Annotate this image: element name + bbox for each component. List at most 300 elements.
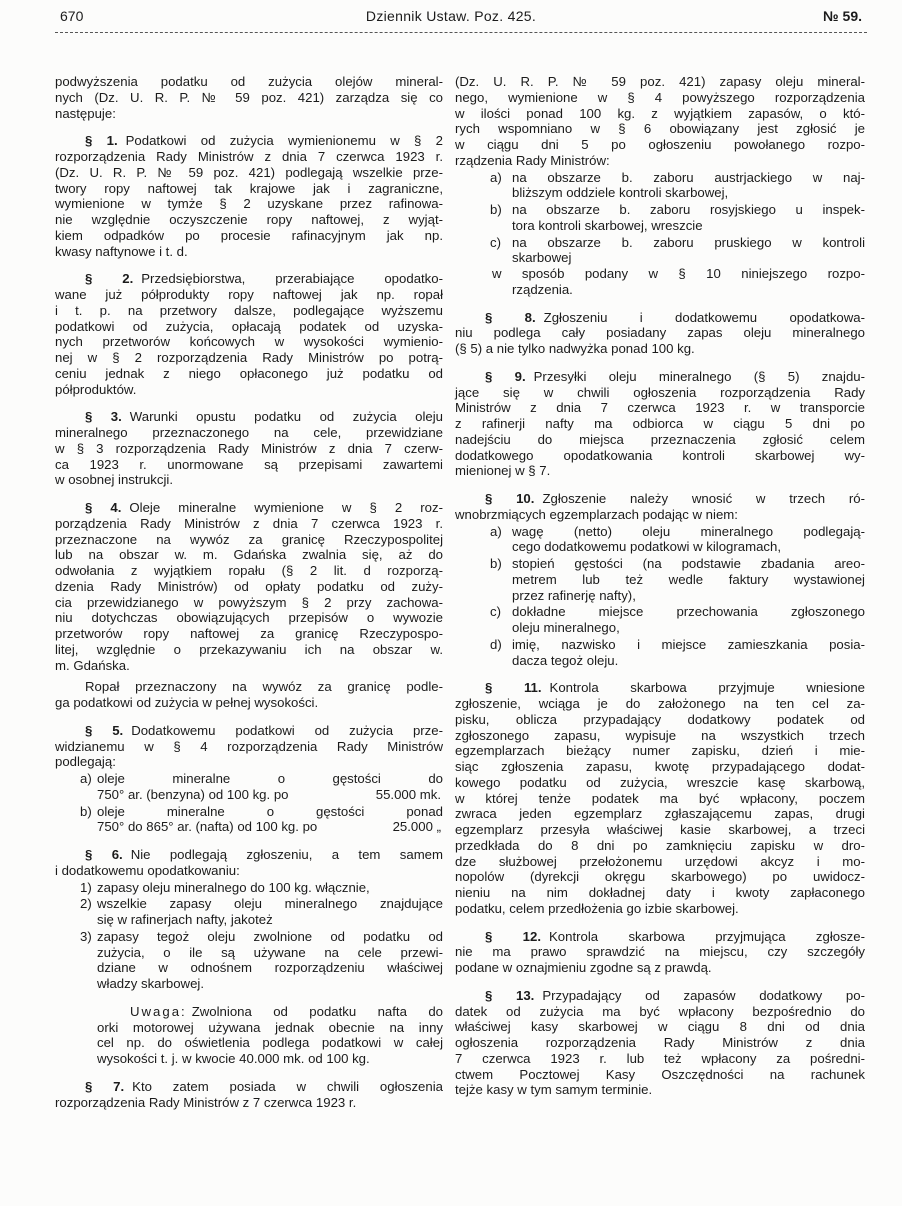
line-text: (§ 5) a nie tylko nadwyżka ponad 100 kg. <box>455 341 695 356</box>
line-text: na obszarze b. zaboru austrjackiego w naj- <box>512 169 865 185</box>
text-line <box>455 369 865 385</box>
section-paragraph <box>55 1079 443 1111</box>
line-text: (Dz. U. R. P. № 59 poz. 421) podlegają wszelkie prze- <box>55 164 443 180</box>
paragraph <box>455 266 865 298</box>
line-text: podatku, celem przedłożenia go izbie skarbowej. <box>455 900 739 916</box>
section-paragraph <box>55 133 443 259</box>
list-item <box>55 929 443 992</box>
text-line <box>97 929 443 945</box>
text-line <box>455 988 865 1004</box>
text-line <box>455 838 865 854</box>
list-item <box>455 637 865 669</box>
line-text: imię, nazwisko i miejsce zamieszkania posia- <box>512 636 865 652</box>
text-line <box>455 400 865 416</box>
line-text: kowego podatku od zużycia, wreszcie kasę skarbową, <box>455 774 865 790</box>
section-number: § 2. <box>85 271 134 287</box>
line-text: rozporządzenia Rady Ministrów z dnia 7 czerwca 1923 r. <box>55 149 443 164</box>
line-text: nieniu na nim dokładnej daty i kwoty zapłaconego <box>455 885 865 900</box>
line-text: lub na obszar w. m. Gdańska zwalnia się, aż do <box>55 547 443 563</box>
header-divider <box>55 32 867 33</box>
text-line <box>455 121 865 137</box>
line-text: w osobnej instrukcji. <box>55 472 174 488</box>
line-text: cel np. do oświetlenia podlega podatkowi w całej <box>97 1035 443 1051</box>
line-text: nego, wymienione w § 4 powyższego rozporządzenia <box>455 89 865 105</box>
line-text: porządzenia Rady Ministrów z dnia 7 czerwca 1923 r. <box>55 515 443 531</box>
line-text: nych (Dz. U. R. P. № 59 poz. 421) zarządza się co <box>55 89 443 105</box>
line-text: i t. p. na przetwory dalsze, podlegające wyższemu <box>55 302 443 318</box>
text-line <box>455 507 865 523</box>
line-text: i dodatkowemu opodatkowaniu: <box>55 862 240 878</box>
line-text: kiem odpadków po procesie rafinacyjnym jak np. <box>55 227 443 243</box>
line-text: ogłoszenia rozporządzenia Rady Ministrów z dnia <box>455 1035 865 1050</box>
text-line <box>455 448 865 464</box>
line-text: ctwem Pocztowej Kasy Oszczędności na rachunek <box>455 1066 865 1082</box>
text-line <box>97 804 443 820</box>
text-line <box>55 547 443 563</box>
left-column <box>55 74 443 1110</box>
text-line <box>492 266 865 282</box>
text-line: 750° do 865° ar. (nafta) od 100 kg. po <box>97 819 318 835</box>
line-text: podwyższenia podatku od zużycia olejów mineral- <box>55 74 443 89</box>
text-line <box>55 739 443 755</box>
line-text: twory ropy naftowej tak krajowe jak i zagraniczne, <box>55 180 443 196</box>
rate-value: 25.000 „ <box>392 819 441 835</box>
text-line <box>455 901 865 917</box>
line-text: orki motorowej używana jednak obecnie na inny <box>97 1019 443 1035</box>
line-text: wane już półprodukty ropy naftowej jak np. ropał <box>55 287 443 302</box>
section-number: § 6. <box>85 847 123 862</box>
line-text: datek od zużycia ma być wpłacony bezpośrednio do <box>455 1003 865 1019</box>
line-text: w § 3 rozporządzenia Rady Ministrów z dnia 7 czerw- <box>55 440 443 456</box>
page-number: 670 <box>60 8 84 24</box>
text-line <box>455 463 865 479</box>
line-text: bliższym oddziele kontroli skarbowej, <box>512 185 729 201</box>
text-line <box>55 500 443 516</box>
text-line <box>55 244 443 260</box>
line-text: Ropał przeznaczony na wywóz za granicę podle- <box>85 679 443 695</box>
line-text: przedkłada do 8 dni po zamknięciu zapisku w dro- <box>455 837 865 853</box>
line-text: zgłoszenie, wciąga je do założonego na ten cel za- <box>455 696 865 711</box>
text-line <box>455 712 865 728</box>
text-line <box>97 945 443 961</box>
line-text: odwołania z wyjątkiem ropału (§ 2 lit. d rozporzą- <box>55 563 443 578</box>
line-text: ga podatkowi od zużycia w pełnej wysokości. <box>55 695 319 710</box>
text-line <box>512 202 865 218</box>
text-line <box>97 1035 443 1051</box>
list-item <box>455 524 865 556</box>
line-text: wszelkie zapasy oleju mineralnego znajdujące <box>97 896 443 912</box>
text-line <box>55 679 443 695</box>
text-line <box>512 588 865 604</box>
list-item <box>455 556 865 603</box>
line-text: Przypadający od zapasów dodatkowy po- <box>542 987 865 1003</box>
paragraph <box>455 74 865 169</box>
line-text: Ministrów z dnia 7 czerwca 1923 r. w transporcie <box>455 400 865 416</box>
text-line <box>55 303 443 319</box>
text-line <box>55 409 443 425</box>
section-paragraph <box>55 723 443 770</box>
section-number: § 3. <box>85 409 122 425</box>
text-line <box>55 1079 443 1095</box>
list-label: b) <box>490 556 502 571</box>
text-line <box>55 642 443 658</box>
line-text: Zgłoszeniu i dodatkowemu opodatkowa- <box>543 309 865 325</box>
line-text: przez rafinerję nafty), <box>512 587 636 603</box>
line-text: niu dotychczas obowiązujących przepisów o wywozie <box>55 610 443 626</box>
section-number: § 13. <box>485 987 535 1003</box>
rate-value: 55.000 mk. <box>375 786 441 802</box>
text-line <box>512 539 865 555</box>
list-label: c) <box>490 604 501 620</box>
text-line <box>455 416 865 432</box>
text-line <box>55 441 443 457</box>
text-line <box>455 137 865 153</box>
line-text: Kontrola skarbowa przyjmuje wniesione <box>549 680 865 696</box>
line-text: właściwej kasy skarbowej w ciągu 8 dni od dnia <box>455 1019 865 1035</box>
line-text: siąc zgłoszenia zapasu, kwotę przypadającego dodat- <box>455 759 865 774</box>
line-text: nej w § 2 rozporządzenia Rady Ministrów po potrą- <box>55 350 443 365</box>
text-line <box>97 976 443 992</box>
line-text: dokładne miejsce przechowania zgłoszonego <box>512 604 865 620</box>
text-line <box>455 960 865 976</box>
note-paragraph <box>55 1004 443 1067</box>
line-text: zapasy tegoż oleju zwolnione od podatku od <box>97 928 443 944</box>
line-text: egzemplarz przesyła właściwej kasie skarbowej, a trzeci <box>455 822 865 837</box>
section-paragraph <box>55 500 443 673</box>
list-item <box>55 896 443 928</box>
text-line <box>55 334 443 350</box>
list-label: a) <box>80 771 92 786</box>
line-text: ca 1923 r. unormowane są przepisami zawartemi <box>55 456 443 472</box>
line-text: rych wspomniano w § 6 obowiązany jest zgłosić je <box>455 121 865 137</box>
text-line <box>512 185 865 201</box>
text-line <box>97 880 443 896</box>
list-label: 1) <box>80 879 92 895</box>
line-text: przetworów ropy naftowej za granicę Rzeczypospo- <box>55 626 443 641</box>
section-number: § 4. <box>85 500 122 515</box>
section-number: § 11. <box>485 680 542 696</box>
text-line <box>512 524 865 540</box>
line-text: dzenia Rady Ministrów) od opłaty podatku od zuży- <box>55 578 443 594</box>
line-text: 7 czerwca 1923 r. lub też wpłacony za pośredni- <box>455 1050 865 1066</box>
line-text: skarbowej <box>512 250 572 266</box>
line-text: w sposób podany w § 10 niniejszego rozpo- <box>492 266 865 281</box>
line-text: m. Gdańska. <box>55 657 130 673</box>
section-paragraph <box>455 680 865 916</box>
line-text: z rafinerji nafty ma odbiorca w ciągu 5 dni po <box>455 416 865 431</box>
text-line <box>455 680 865 696</box>
text-line <box>512 218 865 234</box>
list-label: 3) <box>80 928 92 944</box>
text-line <box>55 196 443 212</box>
section-paragraph <box>455 988 865 1098</box>
line-text: nie ma prawo sprawdzić na miejscu, czy szczegóły <box>455 944 865 960</box>
text-line <box>55 425 443 441</box>
issue-number: № 59. <box>823 8 862 24</box>
line-text: na obszarze b. zaboru rosyjskiego u inspek- <box>512 202 865 217</box>
text-line <box>455 153 865 169</box>
line-text: podane w oznajmieniu zgodne są z prawdą. <box>455 960 712 975</box>
line-text: litej, względnie o przekazywaniu ich na obszar w. <box>55 641 443 657</box>
line-text: następuje: <box>55 105 116 121</box>
line-text: zgłoszonego zapasu, wypisuje na wszystkich trzech <box>455 727 865 743</box>
text-line <box>512 170 865 186</box>
list-label: b) <box>490 202 502 217</box>
text-line <box>512 250 865 266</box>
text-line <box>97 960 443 976</box>
line-text: Dodatkowemu podatkowi od zużycia prze- <box>131 722 443 738</box>
list-item <box>455 604 865 636</box>
line-text: cego dodatkowemu podatkowi w kilogramach, <box>512 539 782 555</box>
text-line <box>55 228 443 244</box>
text-line: 750° ar. (benzyna) od 100 kg. po <box>97 786 289 802</box>
line-text: Przesyłki oleju mineralnego (§ 5) znajdu- <box>533 368 866 384</box>
section-paragraph <box>55 847 443 879</box>
line-text: Podatkowi od zużycia wymienionemu w § 2 <box>125 133 443 149</box>
line-text: przeznaczone na wywóz za granicę Rzeczypospolitej <box>55 531 443 547</box>
line-text: dziane w odnośnem rozporządzeniu właściwej <box>97 960 443 976</box>
line-text: podatkowi od zużycia, opłacają podatek od uzyska- <box>55 318 443 334</box>
text-line <box>455 310 865 326</box>
line-text: niu podlega cały posiadany zapas oleju mineralnego <box>455 325 865 341</box>
line-text: władzy skarbowej. <box>97 976 205 991</box>
section-paragraph <box>455 929 865 976</box>
paragraph <box>55 74 443 121</box>
text-line <box>97 1004 443 1020</box>
section-paragraph <box>55 409 443 488</box>
line-text: wnobrzmiących egzemplarzach podając w niem: <box>455 506 738 522</box>
list-item <box>55 804 443 836</box>
list-label: a) <box>490 169 502 185</box>
note-label: Uwaga: <box>130 1003 187 1019</box>
line-text: rządzenia. <box>512 281 573 297</box>
line-text: Zgłoszenie należy wnosić w trzech ró- <box>542 491 865 506</box>
line-text: w której tenże podatek ma być wpłacony, poczem <box>455 790 865 806</box>
line-text: wymienione w tymże § 2 uzyskane przez rafinowa- <box>55 196 443 212</box>
text-line <box>55 287 443 303</box>
text-line <box>55 472 443 488</box>
line-text: rozporządzenia Rady Ministrów z 7 czerwca 1923 r. <box>55 1094 357 1110</box>
text-line <box>455 90 865 106</box>
section-number: § 9. <box>485 368 526 384</box>
section-number: § 10. <box>485 491 535 506</box>
text-line <box>55 149 443 165</box>
line-text: półproduktów. <box>55 381 137 397</box>
line-text: wagę (netto) oleju mineralnego podlegają- <box>512 523 865 539</box>
text-line <box>55 695 443 711</box>
list-item <box>455 170 865 202</box>
list-label: d) <box>490 636 502 652</box>
text-line <box>55 610 443 626</box>
line-text: ceniu jednak z niego opłaconego już podatku od <box>55 365 443 381</box>
text-line <box>55 847 443 863</box>
section-number: § 1. <box>85 133 118 149</box>
line-text: cia przewidzianego w powyższym § 2 przy zachowa- <box>55 594 443 610</box>
text-line <box>455 106 865 122</box>
text-line <box>455 491 865 507</box>
line-text: Kontrola skarbowa przyjmująca zgłosze- <box>549 928 865 944</box>
line-text: mienionej w § 7. <box>455 463 551 479</box>
text-line <box>455 869 865 885</box>
line-text: dze służbowej przełożonemu urzędowi akcyz i mo- <box>455 853 865 869</box>
line-text: oleju mineralnego, <box>512 620 620 635</box>
running-header-title: Dziennik Ustaw. Poz. 425. <box>365 8 537 24</box>
text-line <box>55 382 443 398</box>
text-line <box>55 626 443 642</box>
section-number: § 12. <box>485 928 541 944</box>
line-text: wysokości t. j. w kwocie 40.000 mk. od 100 kg. <box>97 1051 370 1066</box>
text-line <box>455 1051 865 1067</box>
text-line <box>55 863 443 879</box>
text-line <box>455 385 865 401</box>
line-text: (Dz. U. R. P. № 59 poz. 421) zapasy oleju mineral- <box>455 74 865 89</box>
line-text: widzianemu w § 4 rozporządzenia Rady Ministrów <box>55 738 443 754</box>
text-line <box>455 1067 865 1083</box>
line-text: nych przetworów końcowych w wysokości wymienio- <box>55 334 443 350</box>
text-line <box>55 350 443 366</box>
text-line <box>455 728 865 744</box>
text-line <box>455 341 865 357</box>
line-text: zapasy oleju mineralnego do 100 kg. włącznie, <box>97 879 370 895</box>
text-line <box>512 572 865 588</box>
line-text: oleje mineralne o gęstości do <box>97 771 443 786</box>
text-line <box>455 822 865 838</box>
text-line <box>55 366 443 382</box>
text-line <box>455 1082 865 1098</box>
list-label: a) <box>490 523 502 539</box>
text-line <box>455 696 865 712</box>
line-text: Kto zatem posiada w chwili ogłoszenia <box>132 1078 443 1094</box>
section-number: § 5. <box>85 722 124 738</box>
text-line <box>455 74 865 90</box>
text-line <box>455 885 865 901</box>
text-line <box>55 133 443 149</box>
text-line <box>55 165 443 181</box>
text-line <box>55 516 443 532</box>
text-line <box>455 791 865 807</box>
line-text: Oleje mineralne wymienione w § 2 roz- <box>129 500 444 515</box>
text-line <box>55 212 443 228</box>
section-paragraph <box>55 271 443 397</box>
line-text: kwasy naftynowe i t. d. <box>55 243 188 259</box>
text-line <box>55 90 443 106</box>
text-line <box>455 944 865 960</box>
section-paragraph <box>455 491 865 523</box>
line-text: Nie podlegają zgłoszeniu, a tem samem <box>130 847 444 862</box>
line-text: się w rafinerjach nafty, jakoteż <box>97 912 273 927</box>
text-line <box>55 723 443 739</box>
text-line <box>55 563 443 579</box>
line-text: w ciągu dni 5 po ogłoszeniu powołanego rozpo- <box>455 137 865 152</box>
line-text: dodatkowego opodatkowania kontroli skarbowej wy- <box>455 447 865 463</box>
text-line <box>455 929 865 945</box>
line-text: Warunki opustu podatku od zużycia oleju <box>129 409 443 425</box>
line-text: w ilości ponad 100 kg. z wyjątkiem zapasów, o któ- <box>455 105 865 121</box>
text-line <box>55 106 443 122</box>
section-paragraph <box>455 369 865 479</box>
paragraph <box>55 679 443 711</box>
text-line <box>97 771 443 787</box>
text-line <box>455 1019 865 1035</box>
value-row <box>97 819 443 835</box>
text-line <box>55 319 443 335</box>
text-line <box>455 775 865 791</box>
text-line <box>512 637 865 653</box>
line-text: tora kontroli skarbowej, wreszcie <box>512 217 703 233</box>
line-text: nadejściu do miejsca przeznaczenia zgłosić celem <box>455 431 865 447</box>
text-line <box>55 579 443 595</box>
text-line <box>455 432 865 448</box>
text-line <box>97 1051 443 1067</box>
text-line <box>512 653 865 669</box>
line-text: stopień gęstości (na podstawie zbadania areo- <box>512 556 865 571</box>
list-item <box>455 235 865 267</box>
line-text: na obszarze b. zaboru pruskiego w kontroli <box>512 234 865 250</box>
text-line <box>455 854 865 870</box>
text-line <box>455 743 865 759</box>
text-line <box>97 896 443 912</box>
text-line <box>512 620 865 636</box>
line-text: pisku, oblicza przypadający dodatkowy podatek od <box>455 711 865 727</box>
text-line <box>455 1004 865 1020</box>
text-line <box>97 912 443 928</box>
text-line <box>455 806 865 822</box>
text-line <box>55 532 443 548</box>
right-column <box>455 74 865 1098</box>
text-line <box>512 235 865 251</box>
line-text: oleje mineralne o gęstości ponad <box>97 803 443 819</box>
text-line <box>455 1035 865 1051</box>
text-line <box>55 74 443 90</box>
text-line <box>55 271 443 287</box>
section-number: § 8. <box>485 309 536 325</box>
line-text: jące się w chwili ogłoszenia rozporządzenia Rady <box>455 384 865 400</box>
text-line <box>512 282 865 298</box>
text-line <box>455 325 865 341</box>
section-number: § 7. <box>85 1078 125 1094</box>
list-item <box>55 880 443 896</box>
line-text: rządzenia Rady Ministrów: <box>455 152 610 168</box>
list-label: 2) <box>80 896 92 912</box>
list-label: b) <box>80 803 92 819</box>
line-text: egzemplarzach bieżący numer zapisku, dzień i mie- <box>455 743 865 759</box>
text-line <box>97 1020 443 1036</box>
line-text: nie względnie oczyszczenie ropy naftowej, z wyjąt- <box>55 212 443 227</box>
value-row <box>97 787 443 803</box>
list-item <box>455 202 865 234</box>
line-text: zużycia, o ile są używane na cele przewi- <box>97 944 443 960</box>
text-line <box>55 658 443 674</box>
line-text: podlegają: <box>55 754 116 770</box>
line-text: zwraca jeden egzemplarz zgłaszającemu zapas, drugi <box>455 806 865 822</box>
text-line <box>55 754 443 770</box>
line-text: Przedsiębiorstwa, przerabiające opodatko- <box>141 271 444 287</box>
section-paragraph <box>455 310 865 357</box>
text-line <box>512 604 865 620</box>
text-line <box>512 556 865 572</box>
line-text: metrem lub też wedle faktury wystawionej <box>512 571 865 587</box>
text-line <box>55 181 443 197</box>
list-label: c) <box>490 234 501 250</box>
text-line <box>55 457 443 473</box>
line-text: tejże kasy w tym samym terminie. <box>455 1082 653 1098</box>
list-item <box>55 771 443 803</box>
text-line <box>455 759 865 775</box>
line-text: mineralnego przeznaczonego na cele, przewidziane <box>55 425 443 440</box>
line-text: nopolów (dyrekcji okręgu skarbowego) po uwidocz- <box>455 869 865 885</box>
text-line <box>55 595 443 611</box>
text-line <box>55 1095 443 1111</box>
